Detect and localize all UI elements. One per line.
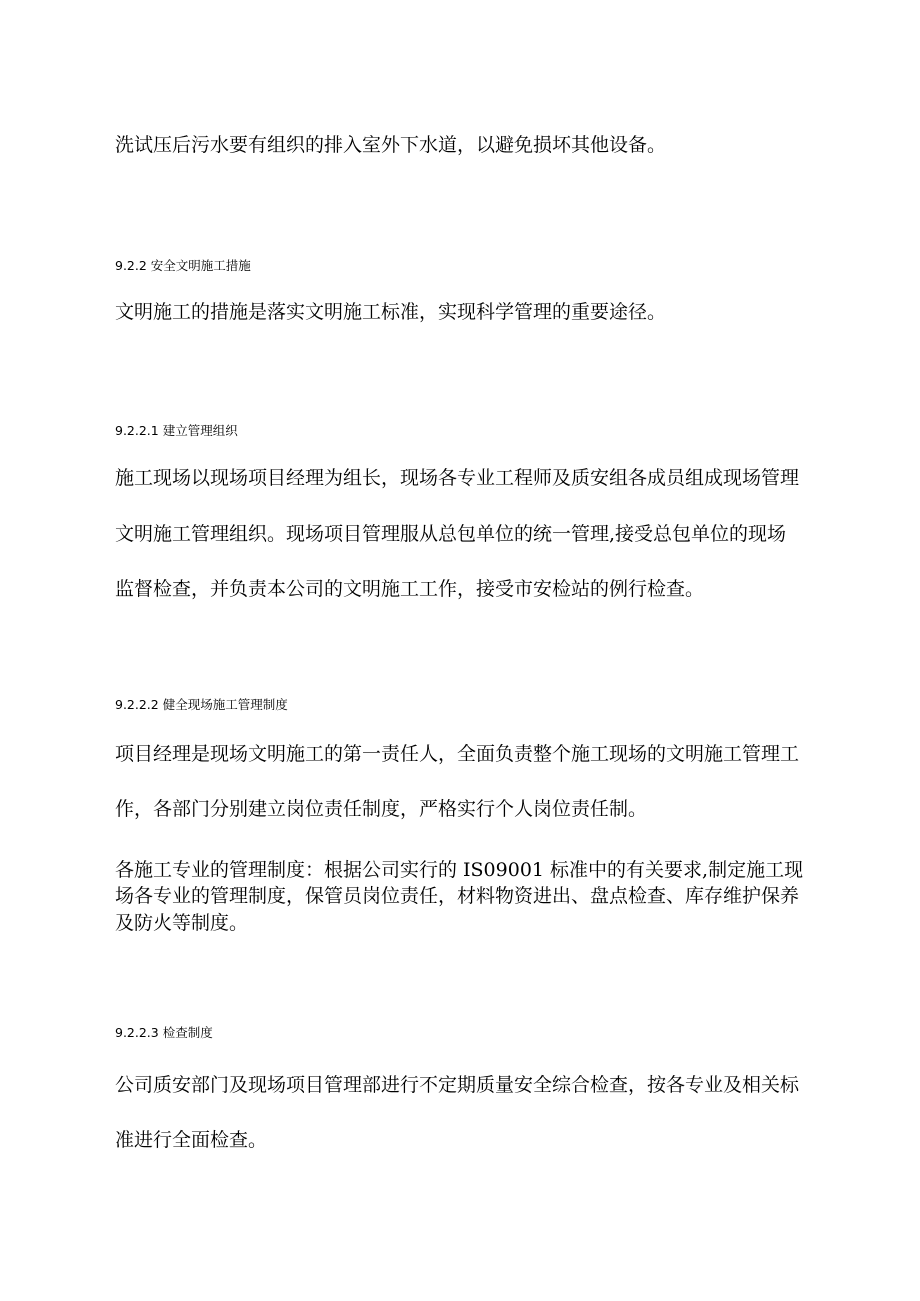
paragraph-line: 项目经理是现场文明施工的第一责任人，全面负责整个施工现场的文明施工管理工 <box>115 743 800 765</box>
paragraph-line: 各施工专业的管理制度：根据公司实行的 IS09001 标准中的有关要求,制定施工现 <box>115 859 804 881</box>
section-paragraph-9-2-2: 文明施工的措施是落实文明施工标准，实现科学管理的重要途径。 <box>115 301 667 323</box>
paragraph-line: 准进行全面检查。 <box>115 1129 268 1151</box>
section-heading-9-2-2-2: 9.2.2.2 健全现场施工管理制度 <box>115 697 288 712</box>
paragraph-line: 作，各部门分别建立岗位责任制度，严格实行个人岗位责任制。 <box>115 798 648 820</box>
paragraph-line: 公司质安部门及现场项目管理部进行不定期质量安全综合检查，按各专业及相关标 <box>115 1074 800 1096</box>
paragraph-line: 施工现场以现场项目经理为组长，现场各专业工程师及质安组各成员组成现场管理 <box>115 467 800 489</box>
section-heading-9-2-2-1: 9.2.2.1 建立管理组织 <box>115 423 238 438</box>
section-heading-9-2-2: 9.2.2 安全文明施工措施 <box>115 258 251 273</box>
section-heading-9-2-2-3: 9.2.2.3 检查制度 <box>115 1025 213 1040</box>
intro-paragraph: 洗试压后污水要有组织的排入室外下水道，以避免损坏其他设备。 <box>115 134 667 156</box>
paragraph-line: 文明施工管理组织。现场项目管理服从总包单位的统一管理,接受总包单位的现场 <box>115 523 787 545</box>
paragraph-line: 监督检查，并负责本公司的文明施工工作，接受市安检站的例行检查。 <box>115 578 705 600</box>
paragraph-line: 及防火等制度。 <box>115 912 249 934</box>
paragraph-line: 场各专业的管理制度，保管员岗位责任，材料物资进出、盘点检查、库存维护保养 <box>115 885 800 907</box>
